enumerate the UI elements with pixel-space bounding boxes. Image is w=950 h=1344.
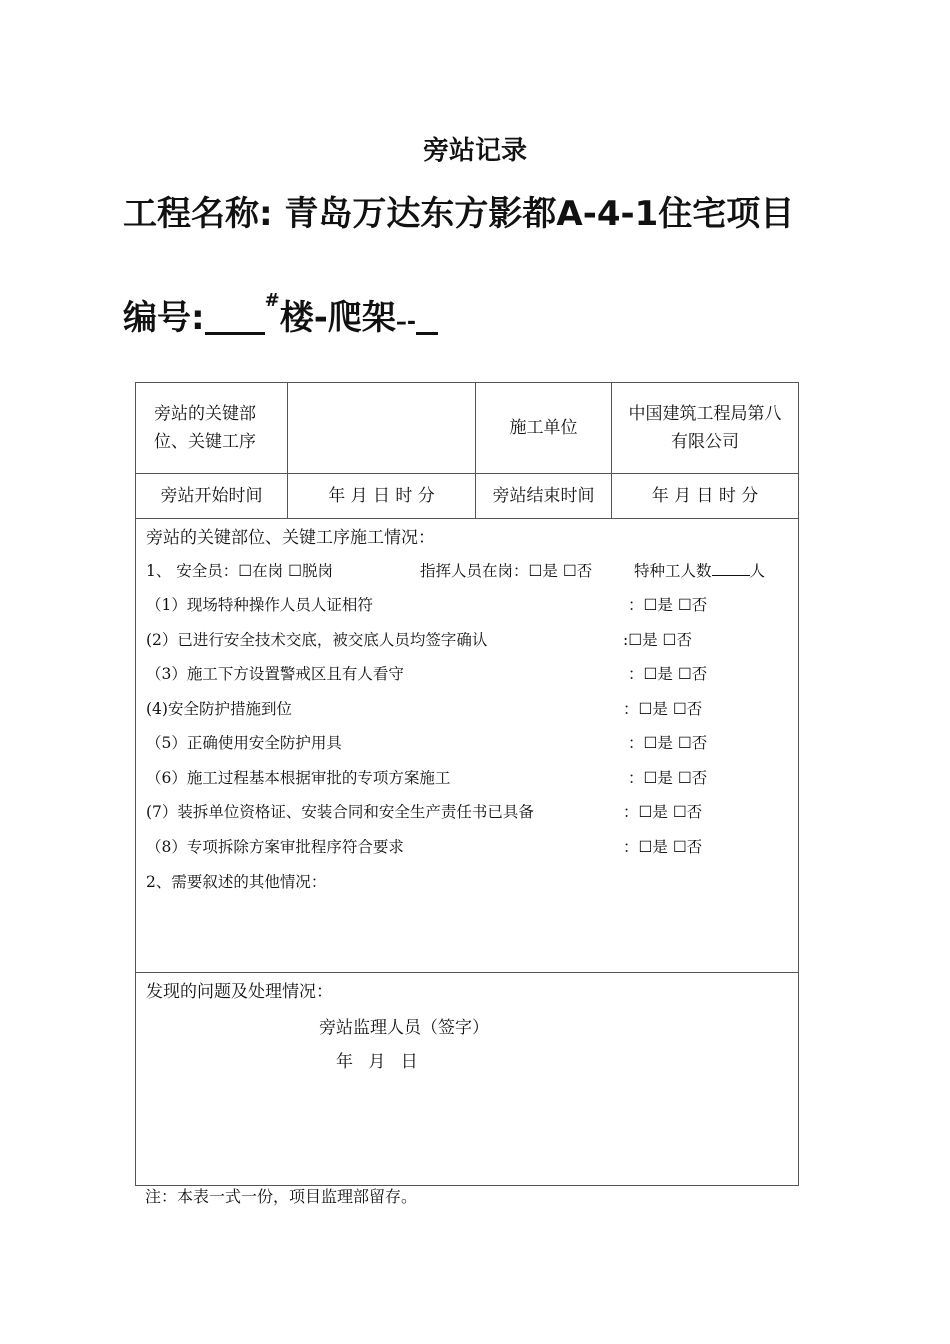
end-time-value[interactable]: 年 月 日 时 分 [612, 474, 799, 519]
checklist-options[interactable]: ：☐是 ☐否 [623, 803, 703, 821]
table-row [136, 383, 799, 474]
problems-cell [136, 973, 799, 1186]
checklist-options[interactable]: ：☐是 ☐否 [623, 700, 703, 718]
table-row [136, 973, 799, 1186]
commander-status[interactable]: 指挥人员在岗：☐是 ☐否 [420, 562, 593, 580]
construction-unit-value: 中国建筑工程局第八有限公司 [612, 383, 799, 474]
checklist-options[interactable]: ：☐是 ☐否 [623, 838, 703, 856]
checklist-item: (7）装拆单位资格证、安装合同和安全生产责任书已具备 [146, 803, 534, 821]
number-text: 楼-爬架 [279, 298, 396, 338]
checklist-item: （1）现场特种操作人员人证相符 [146, 596, 373, 614]
checklist-options[interactable]: ：☐是 ☐否 [628, 769, 708, 787]
table-row [136, 474, 799, 519]
supervisor-signature[interactable]: 旁站监理人员（签字） [319, 1018, 489, 1038]
checklist-options[interactable]: ：☐是 ☐否 [628, 734, 708, 752]
number-blank-2[interactable] [416, 302, 438, 335]
safety-officer-status[interactable]: 1、 安全员：☐在岗 ☐脱岗 [146, 562, 334, 580]
special-worker-unit: 人 [749, 562, 766, 580]
key-part-value[interactable] [288, 383, 476, 474]
page-title: 旁站记录 [422, 136, 527, 166]
table-row [136, 519, 799, 973]
checklist-item: (2）已进行安全技术交底，被交底人员均签字确认 [146, 631, 488, 649]
number-blank[interactable] [205, 302, 265, 335]
special-worker-blank[interactable] [712, 561, 750, 576]
footnote: 注：本表一式一份，项目监理部留存。 [145, 1187, 418, 1206]
problems-heading: 发现的问题及处理情况： [146, 982, 333, 1002]
situation-heading: 旁站的关键部位、关键工序施工情况： [146, 528, 435, 548]
other-situation: 2、需要叙述的其他情况： [146, 873, 327, 891]
number-dash: –- [395, 310, 416, 335]
construction-unit-label: 施工单位 [476, 383, 612, 474]
record-number [123, 290, 438, 339]
checklist-item: (4)安全防护措施到位 [146, 700, 292, 718]
key-part-label: 旁站的关键部位、关键工序 [136, 383, 288, 474]
number-label: 编号: [123, 298, 205, 338]
checklist-item: （6）施工过程基本根据审批的专项方案施工 [146, 769, 451, 787]
start-time-label: 旁站开始时间 [136, 474, 288, 519]
checklist-options[interactable]: ：☐是 ☐否 [628, 596, 708, 614]
checklist-item: （5）正确使用安全防护用具 [146, 734, 342, 752]
safety-officer-line [146, 559, 333, 581]
checklist-item: （8）专项拆除方案审批程序符合要求 [146, 838, 404, 856]
special-worker-label: 特种工人数 [634, 562, 712, 580]
checklist-item: （3）施工下方设置警戒区且有人看守 [146, 665, 404, 683]
special-worker-count [634, 559, 765, 581]
signature-date[interactable]: 年 月 日 [336, 1052, 418, 1072]
record-table [135, 382, 799, 1186]
situation-cell [136, 519, 799, 973]
checklist-options[interactable]: ：☐是 ☐否 [628, 665, 708, 683]
project-name: 工程名称: 青岛万达东方影都A-4-1住宅项目 [123, 194, 795, 234]
start-time-value[interactable]: 年 月 日 时 分 [288, 474, 476, 519]
number-mark: # [264, 290, 280, 311]
end-time-label: 旁站结束时间 [476, 474, 612, 519]
checklist-options[interactable]: :☐是 ☐否 [623, 631, 692, 649]
